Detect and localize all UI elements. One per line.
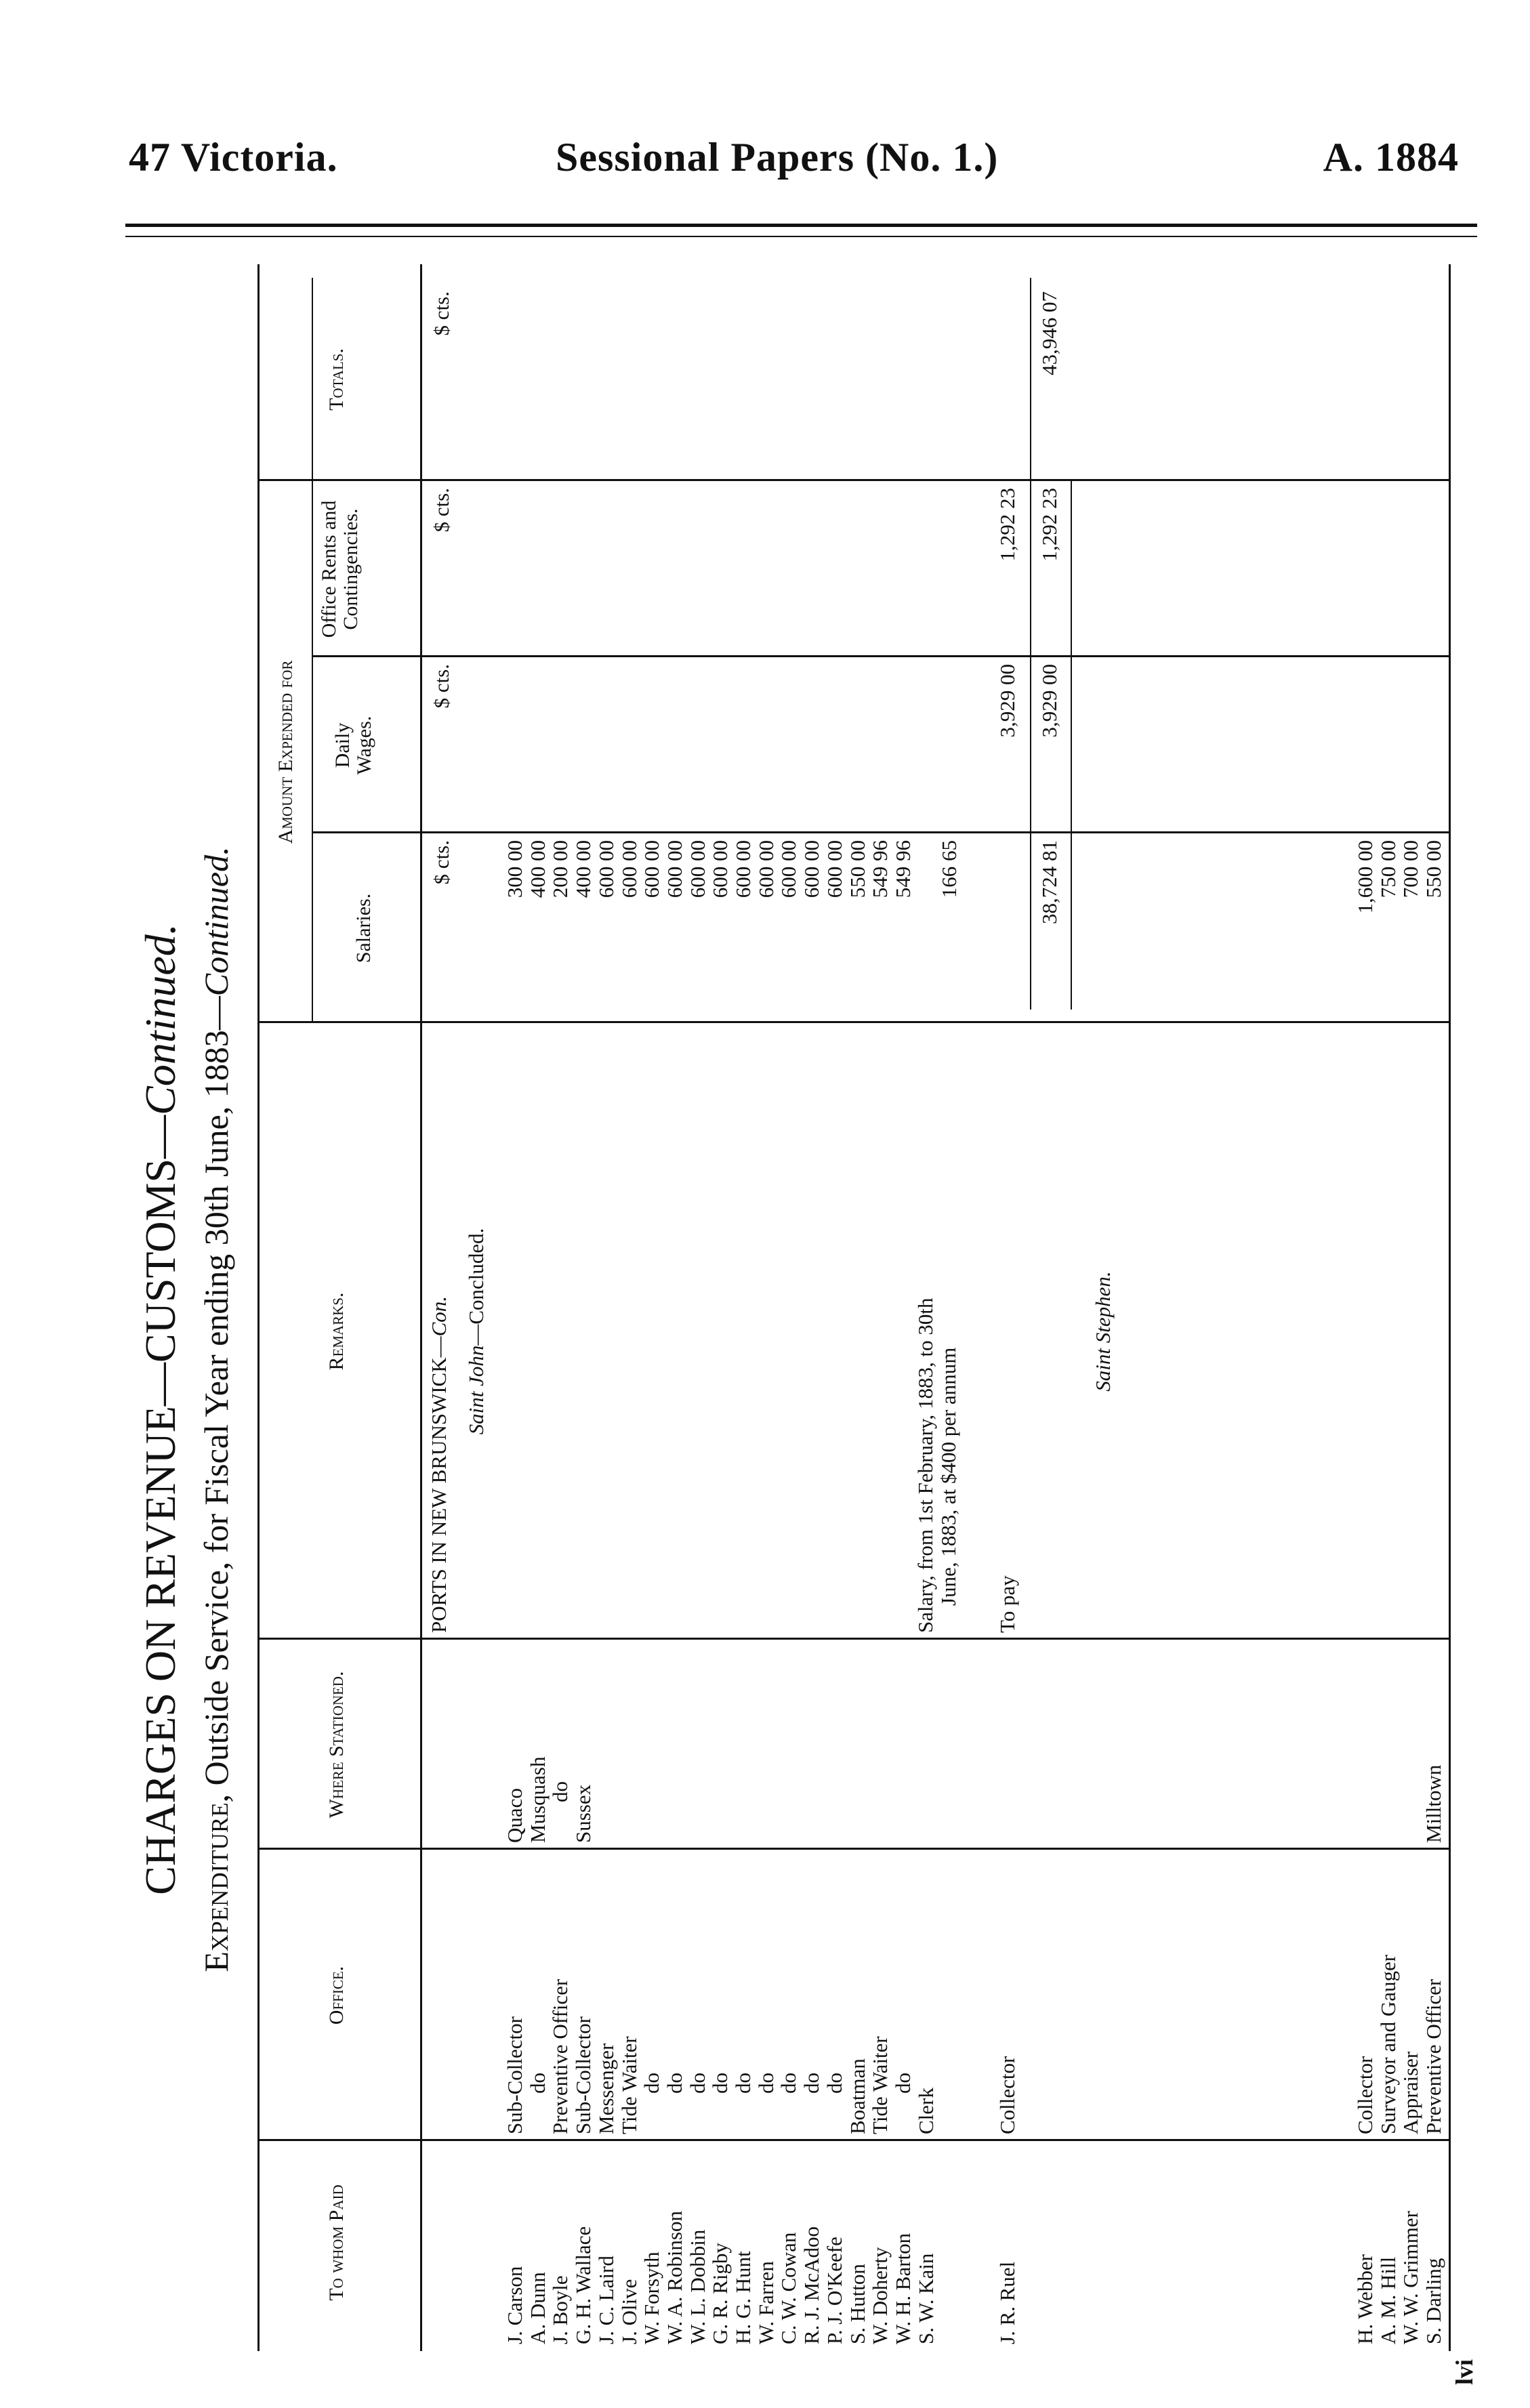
table-row-office: Collector	[995, 2056, 1019, 2134]
table-row-office: do	[640, 2073, 664, 2094]
table-row-office: Surveyor and Gauger	[1376, 1954, 1400, 2134]
table-row-office: Tide Waiter	[617, 2036, 641, 2134]
table-row-salary: 549 96	[868, 840, 892, 898]
table-row-salary: 200 00	[548, 840, 573, 898]
table-row-office: Sub-Collector	[503, 2016, 526, 2134]
table-row-office: do	[890, 2073, 915, 2094]
table-row-station: Milltown	[1422, 1764, 1445, 1843]
section-province-continued: Con.	[427, 1295, 451, 1337]
subtotal-rule-bottom	[1071, 481, 1072, 1010]
subtotal-rule-top	[1030, 278, 1031, 1010]
table-row-name: G. R. Rigby	[708, 2243, 732, 2344]
table-row-salary: 400 00	[525, 840, 550, 898]
table-row-office: Appraiser	[1399, 2051, 1423, 2134]
table-row-salary: 400 00	[571, 840, 596, 898]
table-row-office: do	[708, 2073, 732, 2094]
table-row-name: W. W. Grimmer	[1399, 2211, 1423, 2344]
names-column-a	[503, 2141, 937, 2344]
table-row-name: P. J. O'Keefe	[822, 2237, 846, 2344]
table-row-name: J. R. Ruel	[995, 2261, 1019, 2344]
table-header-rule	[420, 264, 422, 2351]
section-saint-stephen: Saint Stephen.	[1091, 1271, 1115, 1392]
col-head-office: Office.	[325, 1966, 348, 2025]
table-row-office: Clerk	[913, 2088, 938, 2134]
col-divider-station	[257, 1638, 1449, 1640]
subtotal-wages: 3,929 00	[1037, 664, 1061, 738]
table-row-name: S. Hutton	[845, 2264, 869, 2344]
col-head-to-whom-paid: To whom Paid	[325, 2184, 348, 2301]
table-row-station: Sussex	[571, 1784, 596, 1843]
table-row-salary: 600 00	[800, 840, 824, 898]
page-number: lvi	[1451, 2359, 1478, 2385]
subtotal-rents: 1,292 23	[1037, 488, 1061, 562]
table-row-salary: 600 00	[731, 840, 756, 898]
unit-totals: $ cts.	[430, 291, 453, 336]
table-row-remark: June, 1883, at $400 per annum	[936, 1347, 960, 1606]
table-row-name: J. Carson	[503, 2266, 526, 2344]
table-row-name: S. Darling	[1422, 2258, 1446, 2344]
table-row-office: Tide Waiter	[868, 2036, 892, 2134]
subtitle-lead: Expenditure	[197, 1802, 235, 1972]
unit-rents: $ cts.	[430, 488, 453, 533]
col-head-office-rents: Office Rents and Contingencies.	[318, 500, 362, 638]
table-row-name: W. H. Barton	[890, 2233, 915, 2344]
table-row-wages: 3,929 00	[995, 664, 1019, 738]
table-row-name: J. Olive	[617, 2279, 641, 2344]
table-row-station: do	[548, 1781, 573, 1802]
section-saint-john-note: —Concluded.	[464, 1228, 488, 1346]
table-row-office: Boatman	[845, 2058, 869, 2134]
table-row-name: J. Boyle	[548, 2275, 573, 2344]
table-bottom-rule	[1449, 264, 1451, 2351]
section-province-text: PORTS IN NEW BRUNSWICK—	[427, 1336, 451, 1633]
section-saint-john	[464, 1023, 489, 1640]
table-row-name: S. W. Kain	[913, 2253, 938, 2344]
table-row-office: do	[800, 2073, 824, 2094]
table-row-salary: 700 00	[1399, 840, 1423, 898]
remarks-dot-leaders	[503, 1023, 914, 1633]
table-row-salary: 600 00	[777, 840, 801, 898]
table-row-office: do	[525, 2073, 550, 2094]
table-row-salary: 166 65	[936, 840, 961, 898]
subtotal-total: 43,946 07	[1037, 291, 1061, 375]
salaries-column	[503, 840, 960, 1016]
col-head-totals: Totals.	[325, 348, 348, 411]
remarks-column	[503, 1023, 959, 1633]
spacer	[915, 840, 938, 1016]
rotated-table-page	[122, 224, 1477, 2392]
table-row-office: Collector	[1353, 2056, 1377, 2134]
table-row-station: Quaco	[503, 1788, 526, 1843]
table-row-office: do	[662, 2073, 686, 2094]
table-row-station: Musquash	[525, 1756, 550, 1843]
section-province	[427, 1296, 451, 1633]
table-row-salary: 300 00	[503, 840, 526, 898]
table-row-office: do	[777, 2073, 801, 2094]
col-head-remarks: Remarks.	[325, 1292, 348, 1371]
col-head-daily-wages: Daily Wages.	[331, 715, 375, 775]
offices-column	[503, 1850, 937, 2134]
table-row-salary: 550 00	[845, 840, 869, 898]
table-row-name: W. Doherty	[868, 2247, 892, 2344]
stations-column	[503, 1640, 595, 1843]
unit-salaries: $ cts.	[430, 840, 453, 885]
table-row-office: do	[731, 2073, 756, 2094]
page-header-center: Sessional Papers (No. 1.)	[556, 135, 999, 180]
table-row-salary: 600 00	[753, 840, 778, 898]
table-row-name: H. G. Hunt	[731, 2251, 756, 2344]
saint-stephen-salaries	[1354, 840, 1445, 1023]
unit-wages: $ cts.	[430, 664, 453, 709]
table-row-rents: 1,292 23	[995, 488, 1019, 562]
table-row-name: C. W. Cowan	[777, 2232, 801, 2344]
page-header-left: 47 Victoria.	[129, 135, 338, 180]
amount-span-rule	[312, 278, 313, 1023]
table-row-name: W. Farren	[753, 2261, 778, 2344]
table-subtitle	[197, 427, 236, 2392]
table-row-name: G. H. Wallace	[571, 2226, 596, 2344]
table-row-name: W. A. Robinson	[662, 2211, 686, 2344]
saint-stephen-offices	[1354, 1850, 1445, 2134]
title-text: CHARGES ON REVENUE—CUSTOMS—	[136, 1115, 184, 1895]
table-row-salary: 1,600 00	[1353, 840, 1377, 914]
table-row-salary: 600 00	[617, 840, 641, 898]
table-row-salary: 600 00	[640, 840, 664, 898]
col-divider-wages	[312, 655, 1449, 657]
table-row-name: A. Dunn	[525, 2272, 550, 2344]
table-row-salary: 600 00	[822, 840, 846, 898]
table-row-office: do	[822, 2073, 846, 2094]
col-head-amount-expended: Amount Expended for	[274, 660, 297, 844]
table-row-name: J. C. Laird	[594, 2256, 618, 2344]
section-saint-john-name: Saint John	[464, 1345, 488, 1435]
col-head-where-stationed: Where Stationed.	[325, 1671, 348, 1819]
saint-stephen-names	[1354, 2141, 1445, 2344]
table-row-name: R. J. McAdoo	[800, 2226, 824, 2344]
table-row-remark: To pay	[995, 1575, 1019, 1633]
table-row-office: Messenger	[594, 2043, 618, 2134]
table-row-office: Preventive Officer	[1422, 1978, 1446, 2134]
col-head-salaries: Salaries.	[352, 893, 375, 963]
table-row-salary: 600 00	[594, 840, 618, 898]
table-row-name: W. L. Dobbin	[685, 2229, 709, 2344]
table-row-office: do	[753, 2073, 778, 2094]
page-header-right: A. 1884	[1323, 135, 1459, 180]
table-row-salary: 549 96	[890, 840, 915, 898]
table-row-name: H. Webber	[1353, 2254, 1377, 2344]
col-divider-salaries	[312, 831, 1449, 833]
subtotal-salary: 38,724 81	[1037, 840, 1061, 924]
table-row-salary: 600 00	[685, 840, 709, 898]
table-row-remark: Salary, from 1st February, 1883, to 30th	[913, 1298, 937, 1633]
title-continued: Continued.	[136, 923, 184, 1115]
subtitle-continued: Continued.	[197, 846, 235, 997]
table-title	[136, 427, 186, 2392]
table-row-office: do	[685, 2073, 709, 2094]
table-row-salary: 550 00	[1422, 840, 1446, 898]
table-row-salary: 750 00	[1376, 840, 1400, 898]
table-row-salary: 600 00	[708, 840, 732, 898]
table-row-office: Sub-Collector	[571, 2016, 596, 2134]
table-top-rule	[257, 264, 260, 2351]
subtitle-text: , Outside Service, for Fiscal Year ending 30th June, 1883—	[197, 996, 235, 1803]
table-row-name: W. Forsyth	[640, 2251, 664, 2344]
table-row-office: Preventive Officer	[548, 1978, 573, 2134]
table-row-salary: 600 00	[662, 840, 686, 898]
table-row-name: A. M. Hill	[1376, 2256, 1400, 2344]
